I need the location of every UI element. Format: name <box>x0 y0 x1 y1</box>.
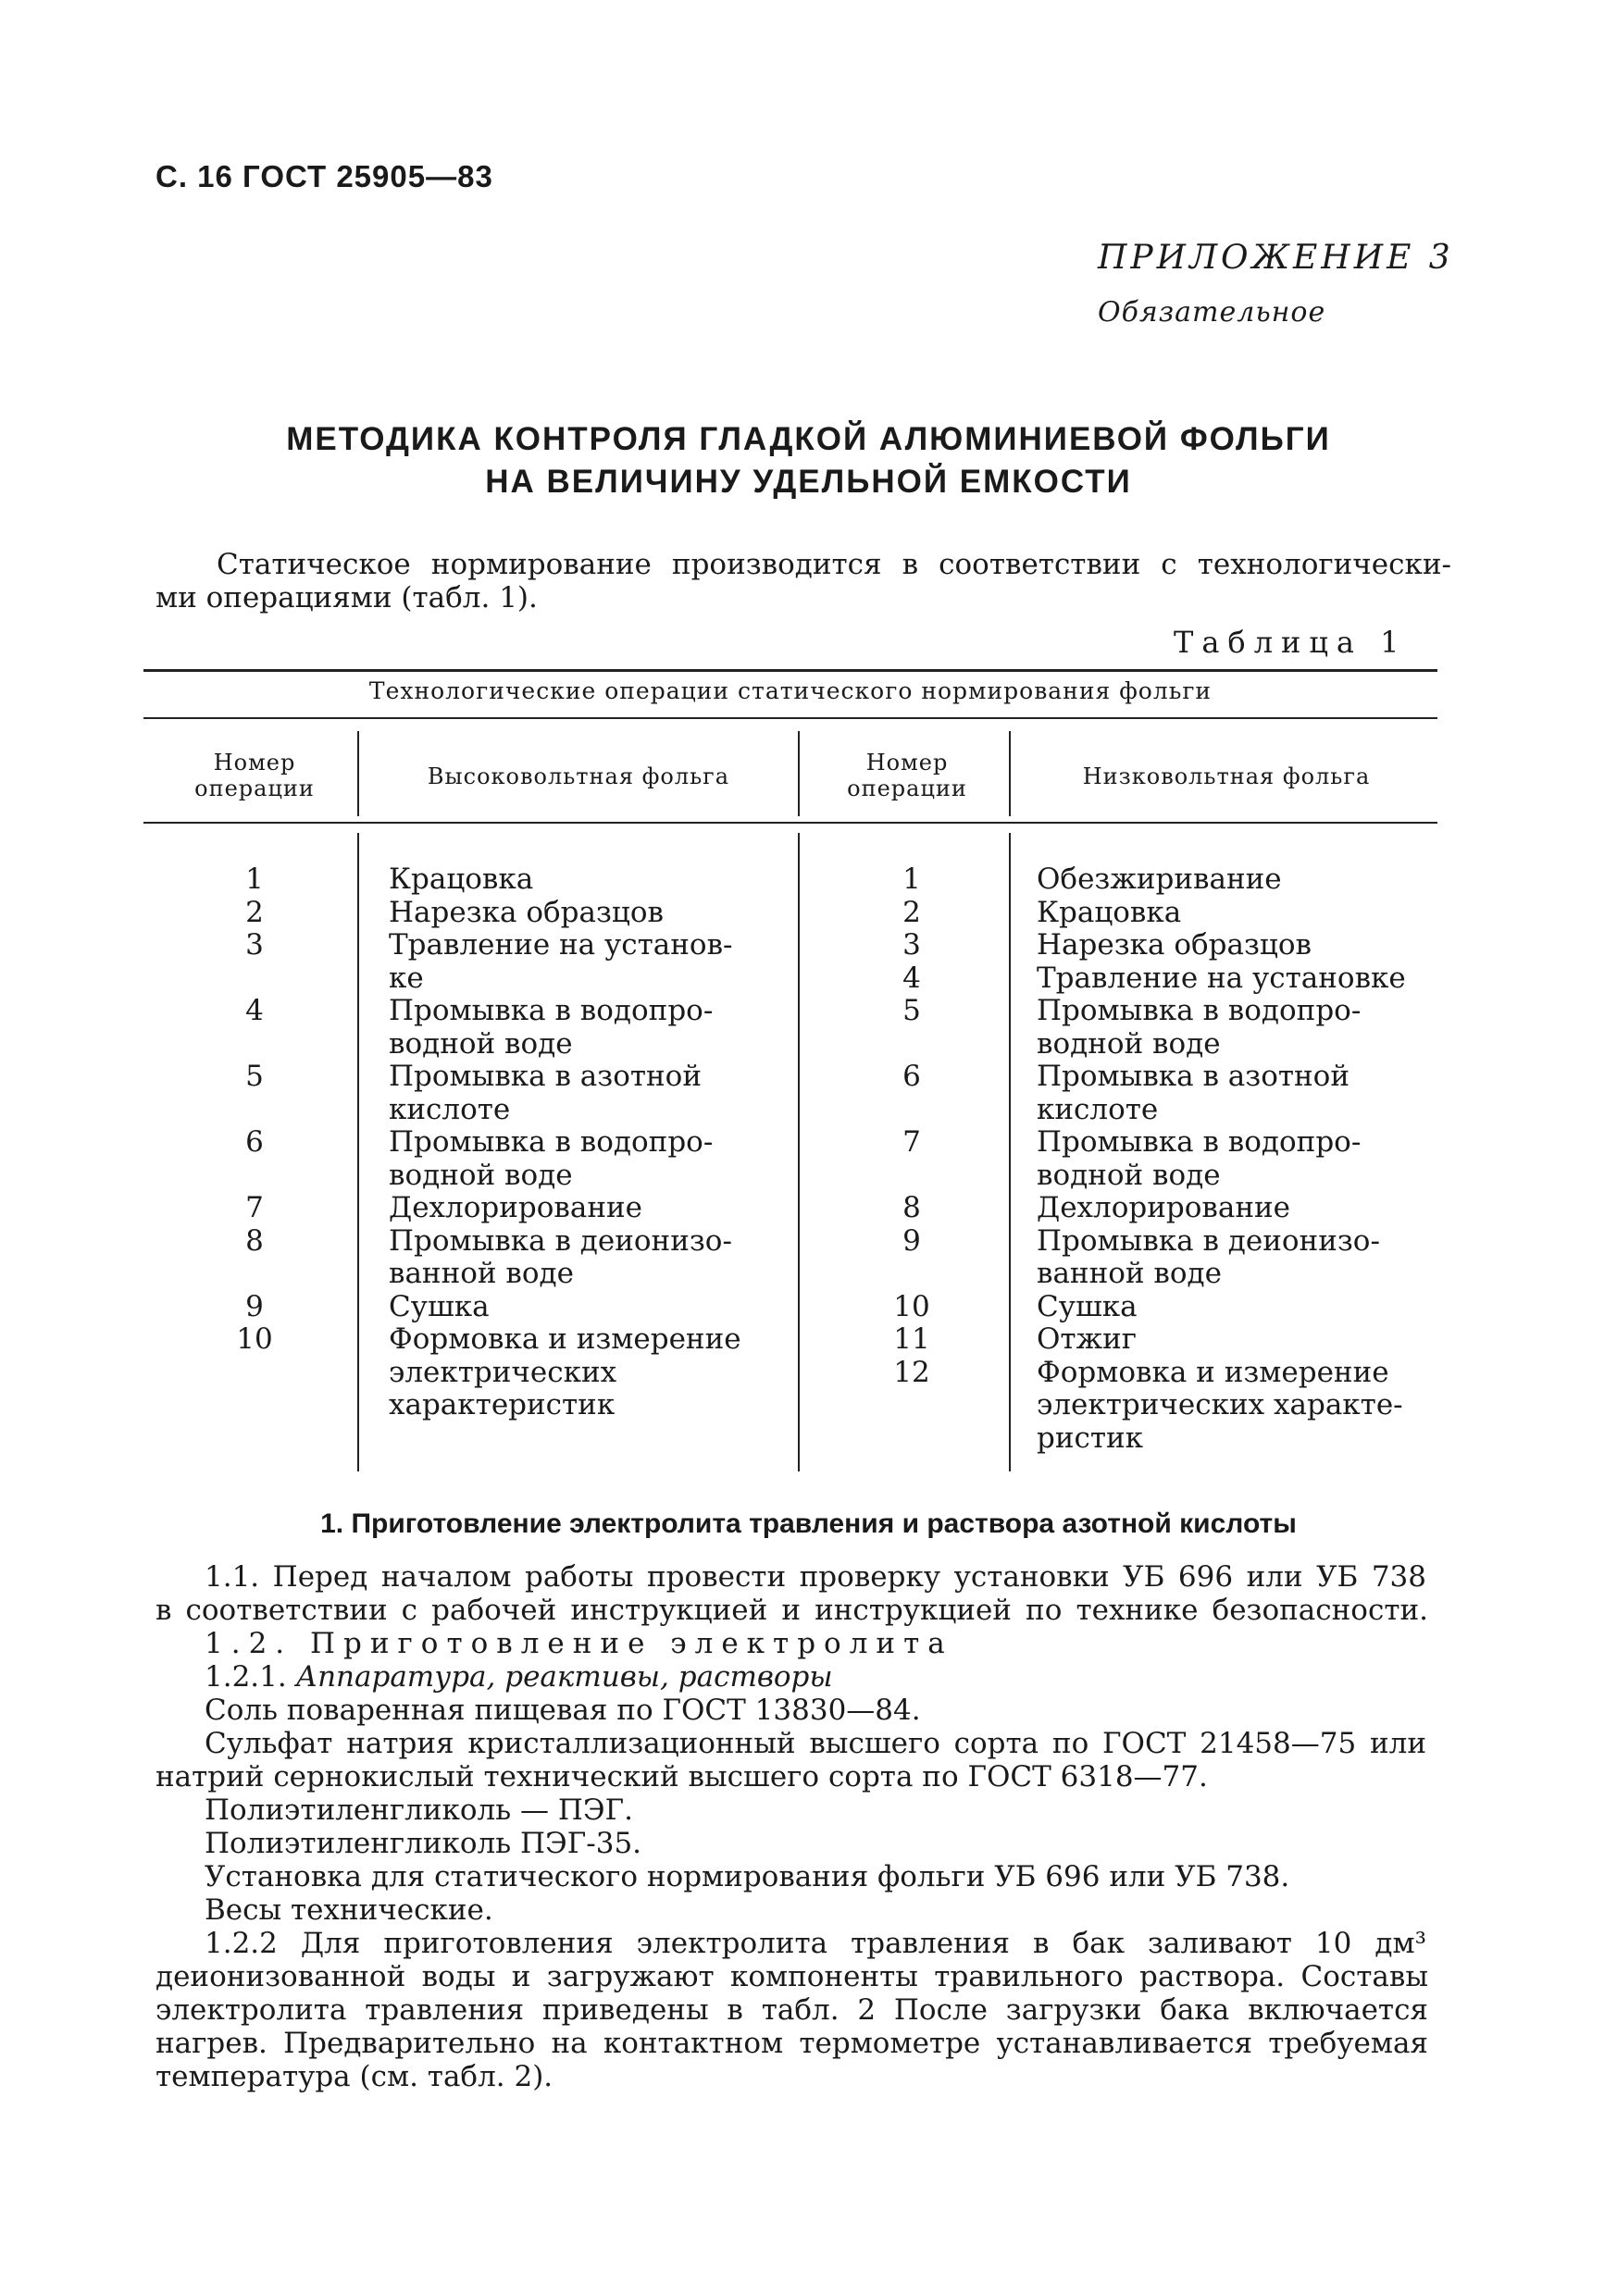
low-voltage-row-text: Крацовка <box>1037 895 1182 929</box>
header-divider-3 <box>1009 731 1011 816</box>
intro-line2: ми операциями (табл. 1). <box>155 581 538 614</box>
high-voltage-row-text: Промывка в водопро- <box>389 1125 714 1159</box>
low-voltage-row-text: кислоте <box>1037 1092 1159 1126</box>
low-voltage-row-text: Травление на установке <box>1037 961 1406 995</box>
high-voltage-row-num: 2 <box>245 895 264 929</box>
document-title-line1: МЕТОДИКА КОНТРОЛЯ ГЛАДКОЙ АЛЮМИНИЕВОЙ ФОЛЬГИ <box>286 421 1331 457</box>
item-unit: Установка для статического нормирования фольги УБ 696 или УБ 738. <box>205 1860 1290 1893</box>
header-divider-2 <box>798 731 800 816</box>
low-voltage-row-text: водной воде <box>1037 1026 1221 1061</box>
low-voltage-row-text: ванной воде <box>1037 1257 1222 1290</box>
para-1-2-1 <box>205 1660 833 1694</box>
low-voltage-row-text: водной воде <box>1037 1158 1221 1192</box>
body-divider-2 <box>798 833 800 1471</box>
high-voltage-row-num: 6 <box>245 1125 264 1159</box>
low-voltage-row-text: Промывка в деионизо- <box>1037 1223 1380 1258</box>
low-voltage-row-text: Формовка и измерение <box>1037 1355 1389 1389</box>
page-header: С. 16 ГОСТ 25905—83 <box>155 159 493 193</box>
high-voltage-row-num: 5 <box>245 1060 264 1093</box>
high-voltage-row-num: 4 <box>245 994 264 1027</box>
high-voltage-row-text: ванной воде <box>389 1257 574 1290</box>
table-label: Таблица 1 <box>1174 625 1408 660</box>
high-voltage-row-num: 3 <box>245 928 264 962</box>
low-voltage-row-num: 7 <box>902 1125 921 1159</box>
appendix-status: Обязательное <box>1098 296 1326 329</box>
low-voltage-row-num: 10 <box>893 1289 930 1323</box>
table-top-rule <box>143 669 1437 672</box>
low-voltage-row-num: 4 <box>902 961 921 995</box>
high-voltage-row-text: Промывка в азотной <box>389 1060 702 1093</box>
para-1-1-line1: 1.1. Перед началом работы провести проверку установки УБ 696 или УБ 738 <box>205 1560 1426 1594</box>
low-voltage-row-text: Нарезка образцов <box>1037 928 1312 962</box>
low-voltage-row-text: ристик <box>1037 1421 1144 1455</box>
high-voltage-row-text: Формовка и измерение <box>389 1322 741 1356</box>
para-1-2-2-line5: температура (см. табл. 2). <box>155 2060 554 2093</box>
body-divider-1 <box>357 833 359 1471</box>
low-voltage-row-num: 11 <box>893 1322 930 1356</box>
low-voltage-row-num: 3 <box>902 928 921 962</box>
high-voltage-row-num: 9 <box>245 1289 264 1323</box>
high-voltage-row-num: 1 <box>245 863 264 896</box>
body-divider-3 <box>1009 833 1011 1471</box>
high-voltage-row-text: Крацовка <box>389 863 534 896</box>
high-voltage-row-num: 10 <box>236 1322 273 1356</box>
para-1-2: 1.2. Приготовление электролита <box>205 1627 953 1660</box>
high-voltage-row-text: Промывка в водопро- <box>389 994 714 1027</box>
para-1-2-1-num: 1.2.1. <box>205 1660 287 1694</box>
item-peg: Полиэтиленгликоль — ПЭГ. <box>205 1793 633 1827</box>
header-divider-1 <box>357 731 359 816</box>
high-voltage-row-text: Нарезка образцов <box>389 895 664 929</box>
low-voltage-row-text: электрических характе- <box>1037 1388 1403 1421</box>
table-caption: Технологические операции статического нормирования фольги <box>368 677 1213 704</box>
high-voltage-row-text: Сушка <box>389 1289 490 1323</box>
high-voltage-row-text: Травление на установ- <box>389 928 733 962</box>
low-voltage-row-num: 9 <box>902 1223 921 1258</box>
low-voltage-row-num: 12 <box>893 1355 930 1389</box>
intro-paragraph <box>155 548 1451 614</box>
low-voltage-row-text: Дехлорирование <box>1037 1191 1291 1224</box>
intro-line1: Статическое нормирование производится в соответствии с технологически- <box>217 548 1451 581</box>
appendix-label: ПРИЛОЖЕНИЕ 3 <box>1098 239 1454 277</box>
high-voltage-row-text: водной воде <box>389 1158 573 1192</box>
item-peg35: Полиэтиленгликоль ПЭГ-35. <box>205 1827 642 1860</box>
para-1-1-line2: в соответствии с рабочей инструкцией и инструкцией по технике безопасности. <box>155 1594 1428 1627</box>
item-scales: Весы технические. <box>205 1893 493 1927</box>
high-voltage-row-num: 8 <box>245 1223 264 1258</box>
high-voltage-row-text: кислоте <box>389 1092 511 1126</box>
low-voltage-row-num: 1 <box>902 863 921 896</box>
low-voltage-row-text: Обезжиривание <box>1037 863 1282 896</box>
low-voltage-row-num: 5 <box>902 994 921 1027</box>
document-title-line2: НА ВЕЛИЧИНУ УДЕЛЬНОЙ ЕМКОСТИ <box>485 464 1132 500</box>
col-header-num-right: Номер операции <box>847 750 967 801</box>
high-voltage-row-text: водной воде <box>389 1026 573 1061</box>
low-voltage-row-num: 8 <box>902 1191 921 1224</box>
low-voltage-row-text: Промывка в водопро- <box>1037 1125 1362 1159</box>
low-voltage-row-text: Промывка в водопро- <box>1037 994 1362 1027</box>
high-voltage-row-text: Промывка в деионизо- <box>389 1223 732 1258</box>
low-voltage-row-num: 6 <box>902 1060 921 1093</box>
low-voltage-row-text: Промывка в азотной <box>1037 1060 1350 1093</box>
item-salt: Соль поваренная пищевая по ГОСТ 13830—84. <box>205 1694 921 1727</box>
col-header-high-voltage: Высоковольтная фольга <box>427 763 730 789</box>
section-heading: 1. Приготовление электролита травления и раствора азотной кислоты <box>320 1508 1297 1539</box>
para-1-2-2-line2: деионизованной воды и загружают компоненты травильного раствора. Составы <box>155 1960 1428 1993</box>
high-voltage-row-text: электрических <box>389 1355 617 1389</box>
para-1-2-2-line4: нагрев. Предварительно на контактном термометре устанавливается требуемая <box>155 2027 1428 2060</box>
item-sulfate-line1: Сульфат натрия кристаллизационный высшего сорта по ГОСТ 21458—75 или <box>205 1727 1426 1760</box>
col-header-num-left: Номер операции <box>194 750 315 801</box>
col-header-low-voltage: Низковольтная фольга <box>1082 763 1371 789</box>
para-1-2-1-title: Аппаратура, реактивы, растворы <box>295 1660 833 1694</box>
low-voltage-row-text: Сушка <box>1037 1289 1138 1323</box>
item-sulfate-line2: натрий сернокислый технический высшего сорта по ГОСТ 6318—77. <box>155 1760 1208 1793</box>
high-voltage-row-text: ке <box>389 961 424 995</box>
para-1-2-2-line3: электролита травления приведены в табл. 2 После загрузки бака включается <box>155 1993 1428 2027</box>
high-voltage-row-num: 7 <box>245 1191 264 1224</box>
header-rule <box>143 822 1437 824</box>
high-voltage-row-text: Дехлорирование <box>389 1191 643 1224</box>
low-voltage-row-text: Отжиг <box>1037 1322 1137 1356</box>
high-voltage-row-text: характеристик <box>389 1388 616 1421</box>
para-1-2-2-line1: 1.2.2 Для приготовления электролита травления в бак заливают 10 дм³ <box>205 1927 1426 1960</box>
low-voltage-row-num: 2 <box>902 895 921 929</box>
caption-rule <box>143 717 1437 719</box>
